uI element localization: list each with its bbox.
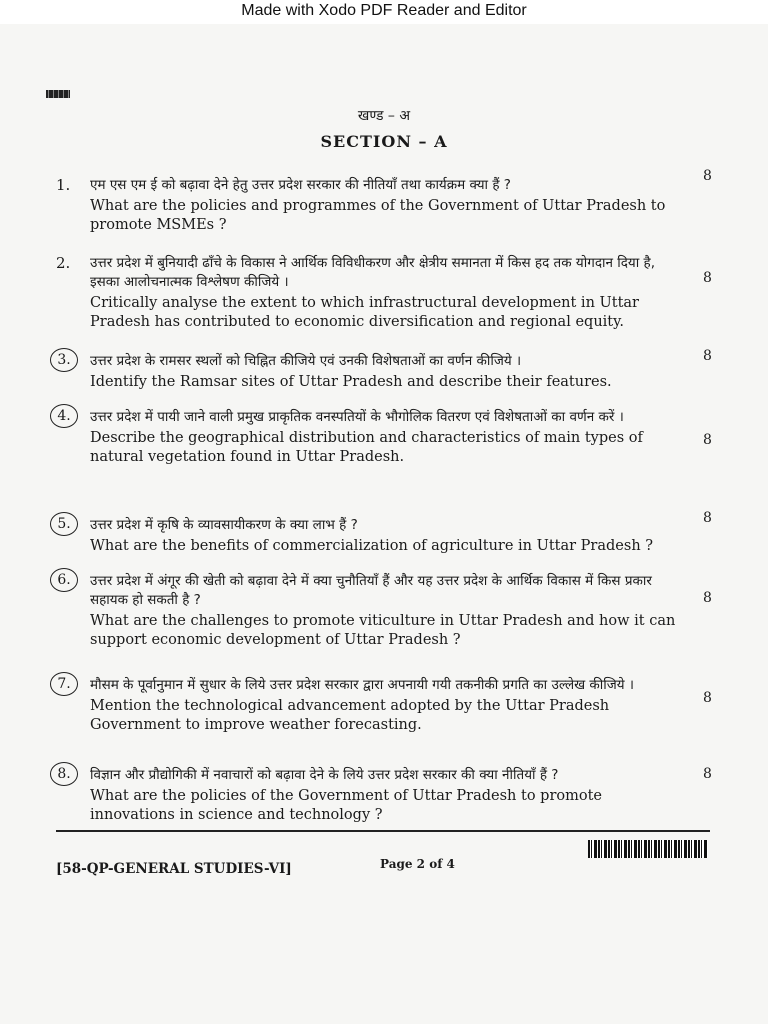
- question-6: [56, 572, 676, 650]
- question-1: [56, 176, 676, 235]
- exam-page: [0, 24, 768, 1024]
- section-title-english: SECTION – A: [320, 132, 448, 151]
- question-number-circled: 5.: [50, 512, 78, 536]
- question-text-hindi: उत्तर प्रदेश में अंगूर की खेती को बढ़ावा देने में क्या चुनौतियाँ हैं और यह उत्तर प्रदेश के आर्थिक विकास में किस प्रकार सहायक हो सकती है ?: [90, 573, 652, 608]
- question-text-english: What are the benefits of commercialization of agriculture in Uttar Pradesh ?: [90, 538, 654, 554]
- question-8: [56, 766, 676, 825]
- question-text-hindi: मौसम के पूर्वानुमान में सुधार के लिये उत्तर प्रदेश सरकार द्वारा अपनायी गयी तकनीकी प्रगति का उल्लेख कीजिये ।: [90, 677, 635, 693]
- question-marks: 8: [703, 590, 712, 606]
- question-text-english: Critically analyse the extent to which infrastructural development in Uttar Pradesh has contributed to economic diversification and regional equity.: [90, 295, 639, 330]
- question-marks: 8: [703, 348, 712, 364]
- question-3: [56, 352, 676, 392]
- question-marks: 8: [703, 432, 712, 448]
- question-text-english: What are the policies of the Government of Uttar Pradesh to promote innovations in science and technology ?: [90, 788, 602, 823]
- question-number-circled: 3.: [50, 348, 78, 372]
- paper-code: [58-QP-GENERAL STUDIES-VI]: [56, 861, 292, 877]
- question-text-english: Identify the Ramsar sites of Uttar Pradesh and describe their features.: [90, 374, 612, 390]
- corner-stamp-mark: [46, 90, 70, 98]
- question-text-english: What are the policies and programmes of the Government of Uttar Pradesh to promote MSMEs ?: [90, 198, 666, 233]
- question-number: 2.: [56, 254, 71, 272]
- question-marks: 8: [703, 690, 712, 706]
- question-number-circled: 7.: [50, 672, 78, 696]
- question-marks: 8: [703, 168, 712, 184]
- question-text-hindi: उत्तर प्रदेश में पायी जाने वाली प्रमुख प्राकृतिक वनस्पतियों के भौगोलिक वितरण एवं विशेषताओं का वर्णन करें ।: [90, 409, 624, 425]
- question-text-hindi: एम एस एम ई को बढ़ावा देने हेतु उत्तर प्रदेश सरकार की नीतियाँ तथा कार्यक्रम क्या हैं ?: [90, 177, 511, 193]
- question-number-circled: 8.: [50, 762, 78, 786]
- question-5: [56, 516, 676, 556]
- footer-divider: [56, 830, 710, 832]
- question-text-hindi: विज्ञान और प्रौद्योगिकी में नवाचारों को बढ़ावा देने के लिये उत्तर प्रदेश सरकार की क्या नीतियाँ हैं ?: [90, 767, 559, 783]
- question-number-circled: 4.: [50, 404, 78, 428]
- question-text-english: Describe the geographical distribution and characteristics of main types of natural vegetation found in Uttar Pradesh.: [90, 430, 643, 465]
- question-number-circled: 6.: [50, 568, 78, 592]
- section-title-hindi: खण्ड – अ: [357, 108, 411, 124]
- question-text-hindi: उत्तर प्रदेश में बुनियादी ढाँचे के विकास ने आर्थिक विविधीकरण और क्षेत्रीय समानता में किस हद तक योगदान दिया है, इसका आलोचनात्मक विश्लेषण कीजिये ।: [90, 255, 656, 290]
- question-4: [56, 408, 676, 467]
- question-marks: 8: [703, 766, 712, 782]
- watermark-text: Made with Xodo PDF Reader and Editor: [241, 2, 527, 19]
- question-text-hindi: उत्तर प्रदेश के रामसर स्थलों को चिह्नित कीजिये एवं उनकी विशेषताओं का वर्णन कीजिये ।: [90, 353, 522, 369]
- barcode-image: [588, 840, 708, 858]
- question-number: 1.: [56, 176, 71, 194]
- question-text-english: What are the challenges to promote viticulture in Uttar Pradesh and how it can support economic development of Uttar Pradesh ?: [90, 613, 676, 648]
- question-text-hindi: उत्तर प्रदेश में कृषि के व्यावसायीकरण के क्या लाभ हैं ?: [90, 517, 358, 533]
- question-text-english: Mention the technological advancement adopted by the Uttar Pradesh Government to improve weather forecasting.: [90, 698, 610, 733]
- page-number: Page 2 of 4: [380, 857, 455, 871]
- question-marks: 8: [703, 270, 712, 286]
- question-2: [56, 254, 676, 332]
- question-7: [56, 676, 676, 735]
- question-marks: 8: [703, 510, 712, 526]
